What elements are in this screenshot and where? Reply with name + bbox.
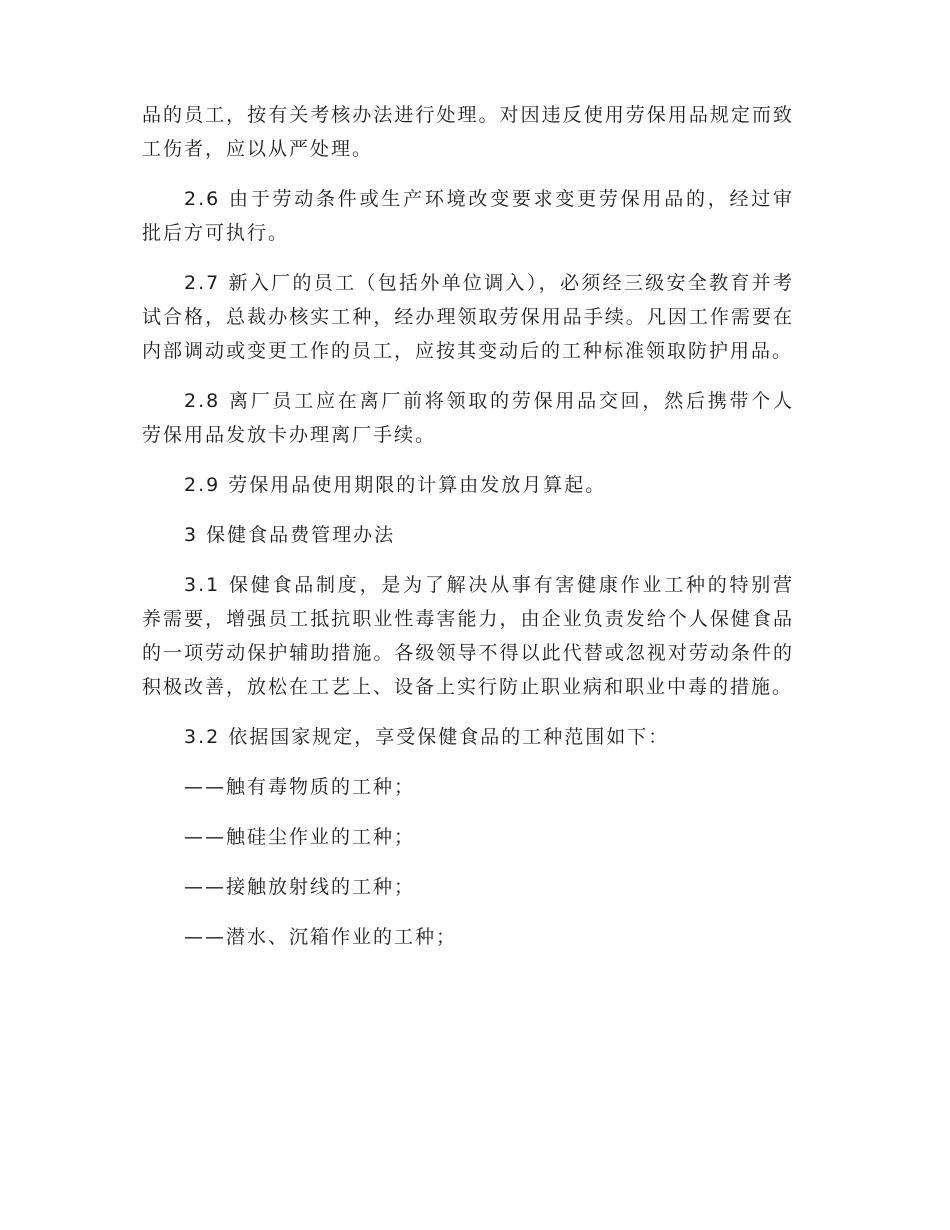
list-item: ——触有毒物质的工种；	[184, 776, 416, 798]
section-heading-3: 3 保健食品费管理办法	[184, 524, 396, 546]
paragraph-2-6: 2.6 由于劳动条件或生产环境改变要求变更劳保用品的，经过审批后方可执行。	[142, 188, 794, 244]
paragraph-2-8: 2.8 离厂员工应在离厂前将领取的劳保用品交回，然后携带个人劳保用品发放卡办理离厂手续。	[142, 390, 794, 446]
list-item: ——接触放射线的工种；	[184, 876, 416, 898]
paragraph-continuation: 品的员工，按有关考核办法进行处理。对因违反使用劳保用品规定而致工伤者，应以从严处理。	[142, 104, 794, 160]
paragraph-3-1: 3.1 保健食品制度，是为了解决从事有害健康作业工种的特别营养需要，增强员工抵抗职业性毒害能力，由企业负责发给个人保健食品的一项劳动保护辅助措施。各级领导不得以此代替或忽视对劳动条件的积极改善，放松在工艺上、设备上实行防止职业病和职业中毒的措施。	[142, 574, 794, 698]
paragraph-2-9: 2.9 劳保用品使用期限的计算由发放月算起。	[184, 474, 607, 496]
list-item: ——潜水、沉箱作业的工种；	[184, 926, 458, 948]
paragraph-3-2: 3.2 依据国家规定，享受保健食品的工种范围如下：	[184, 726, 670, 748]
list-item: ——触硅尘作业的工种；	[184, 826, 416, 848]
paragraph-2-7: 2.7 新入厂的员工（包括外单位调入），必须经三级安全教育并考试合格，总裁办核实工种，经办理领取劳保用品手续。凡因工作需要在内部调动或变更工作的员工，应按其变动后的工种标准领取防护用品。	[142, 272, 794, 362]
document-body	[142, 98, 794, 970]
